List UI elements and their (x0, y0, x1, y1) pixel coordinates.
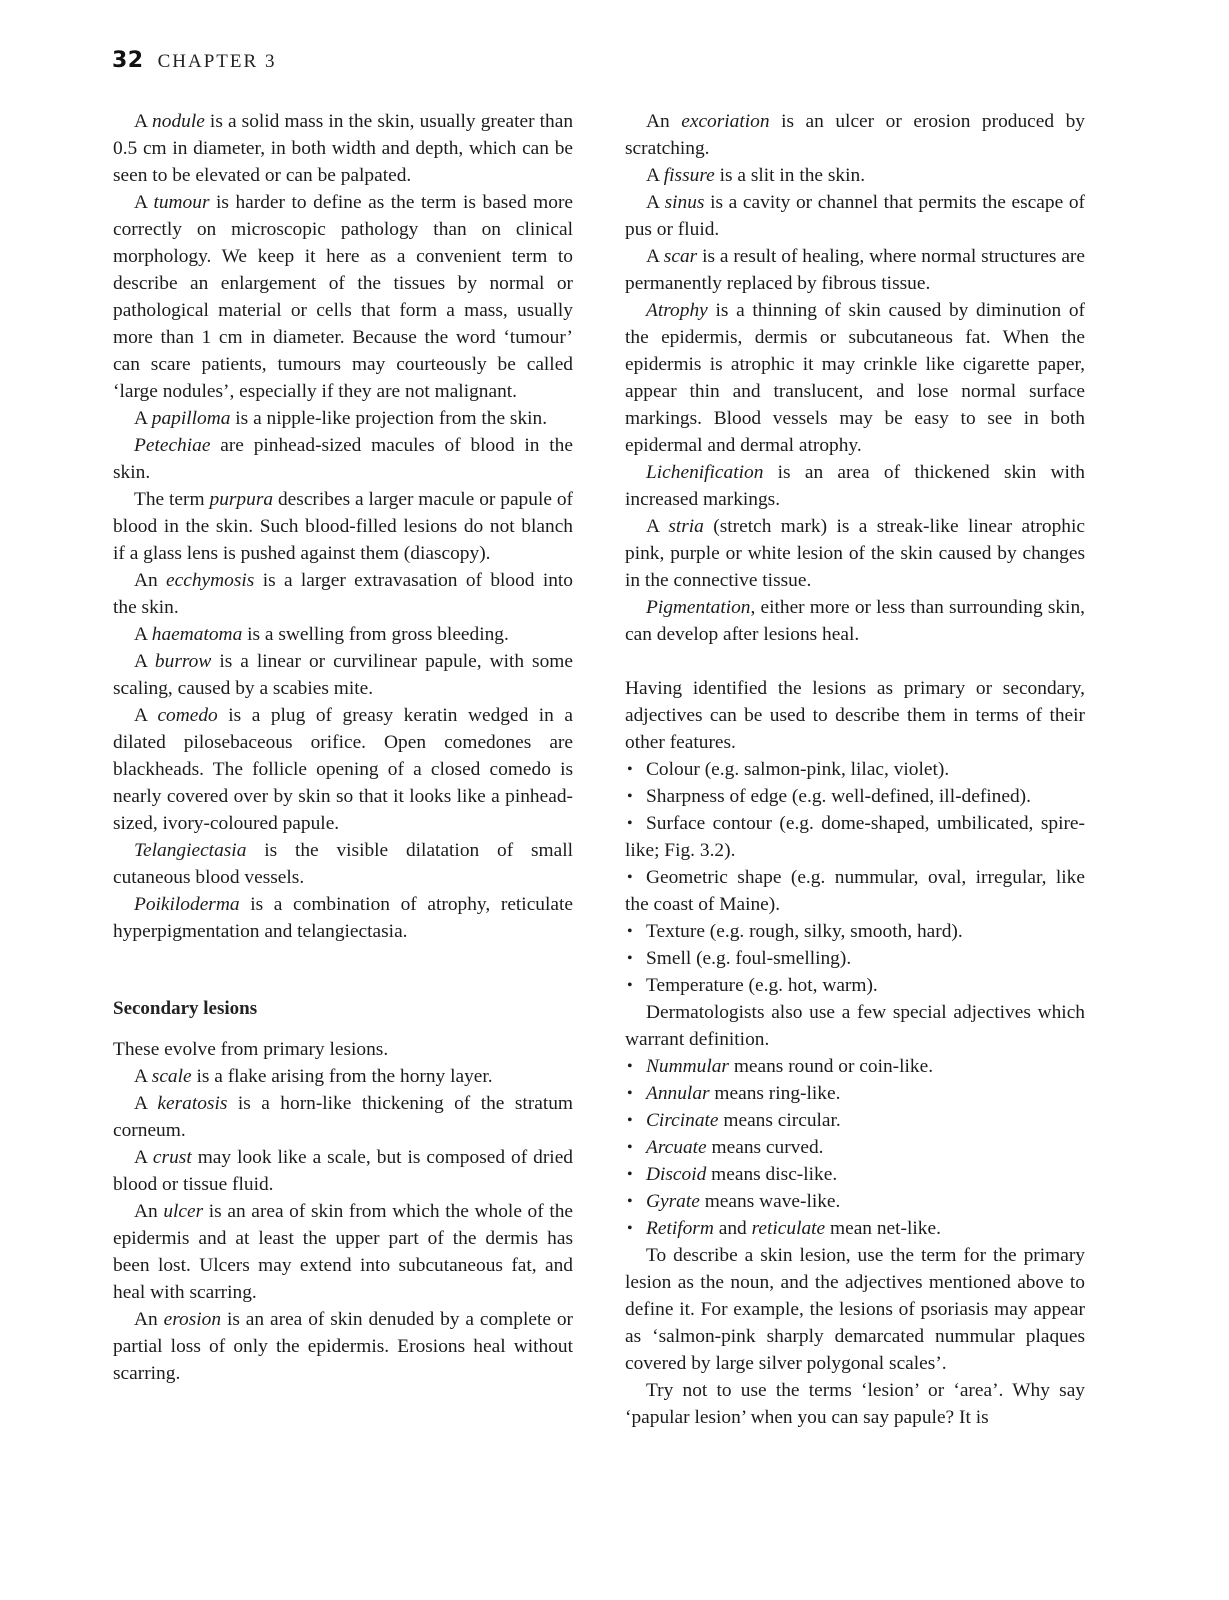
list-item: • Texture (e.g. rough, silky, smooth, hard). (625, 918, 1085, 945)
list-item: • Arcuate means curved. (625, 1134, 1085, 1161)
bullet-icon: • (627, 950, 633, 967)
chapter-label: CHAPTER 3 (157, 51, 277, 72)
list-item: • Annular means ring-like. (625, 1080, 1085, 1107)
definition-poikiloderma: Poikiloderma is a combination of atrophy, reticulate hyperpigmentation and telangiectasia. (113, 894, 573, 942)
list-item: • Gyrate means wave-like. (625, 1188, 1085, 1215)
definition-sinus: A sinus is a cavity or channel that permits the escape of pus or fluid. (625, 192, 1085, 240)
definition-burrow: A burrow is a linear or curvilinear papule, with some scaling, caused by a scabies mite. (113, 651, 573, 699)
definition-papilloma: A papilloma is a nipple-like projection from the skin. (134, 408, 548, 429)
term: ulcer (163, 1201, 204, 1222)
definition-pigmentation: Pigmentation, either more or less than surrounding skin, can develop after lesions heal. (625, 597, 1085, 645)
adjectives-intro: Having identified the lesions as primary or secondary, adjectives can be used to describe them in terms of their other features. (625, 678, 1085, 753)
bullet-icon: • (627, 1058, 633, 1075)
right-column (625, 108, 1085, 1431)
term: fissure (663, 165, 715, 186)
definition-nodule: A nodule is a solid mass in the skin, usually greater than 0.5 cm in diameter, in both width and depth, which can be seen to be elevated or can be palpated. (113, 111, 574, 186)
list-item: • Colour (e.g. salmon-pink, lilac, violet). (625, 756, 1085, 783)
definition-crust: A crust may look like a scale, but is composed of dried blood or tissue fluid. (113, 1147, 574, 1195)
bullet-icon: • (627, 761, 633, 778)
definition-atrophy: Atrophy is a thinning of skin caused by diminution of the epidermis, dermis or subcutaneous fat. When the epidermis is atrophic it may crinkle like cigarette paper, appear thin and translucent, and lose normal surface markings. Blood vessels may be easy to see in both epidermal and dermal atrophy. (625, 300, 1085, 456)
definition-keratosis: A keratosis is a horn-like thickening of the stratum corneum. (113, 1093, 574, 1141)
definition-purpura: The term purpura describes a larger macule or papule of blood in the skin. Such blood-filled lesions do not blanch if a glass lens is pushed against them (diascopy). (113, 489, 573, 564)
term: Petechiae (134, 435, 211, 456)
bullet-icon: • (627, 923, 633, 940)
list-item: • Temperature (e.g. hot, warm). (625, 972, 1085, 999)
term: ecchymosis (166, 570, 255, 591)
left-column (113, 108, 573, 1387)
bullet-icon: • (627, 1112, 633, 1129)
definition-comedo: A comedo is a plug of greasy keratin wedged in a dilated pilosebaceous orifice. Open comedones are blackheads. The follicle opening of a closed comedo is nearly covered over by skin so that it looks like a pinhead-sized, ivory-coloured papule. (113, 705, 573, 834)
list-item: • Geometric shape (e.g. nummular, oval, irregular, like the coast of Maine). (625, 864, 1085, 918)
term: stria (668, 516, 704, 537)
special-adjectives-intro: Dermatologists also use a few special adjectives which warrant definition. (625, 1002, 1085, 1050)
definition-fissure: A fissure is a slit in the skin. (646, 165, 866, 186)
term: haematoma (151, 624, 243, 645)
bullet-icon: • (627, 1166, 633, 1183)
bullet-icon: • (627, 1220, 633, 1237)
term: comedo (157, 705, 218, 726)
closing-paragraph: To describe a skin lesion, use the term for the primary lesion as the noun, and the adjectives mentioned above to define it. For example, the lesions of psoriasis may appear as ‘salmon-pink sharply demarcated nummular plaques covered by large silver polygonal scales’. (625, 1245, 1085, 1374)
term: scar (663, 246, 698, 267)
list-item: • Retiform and reticulate mean net-like. (625, 1215, 1085, 1242)
term: Atrophy (646, 300, 708, 321)
feature-list (625, 756, 1085, 999)
term: Poikiloderma (134, 894, 240, 915)
term: erosion (163, 1309, 222, 1330)
definition-erosion: An erosion is an area of skin denuded by a complete or partial loss of only the epidermis. Erosions heal without scarring. (113, 1309, 574, 1384)
term: Pigmentation (646, 597, 751, 618)
term: purpura (209, 489, 274, 510)
bullet-icon: • (627, 977, 633, 994)
list-item: • Sharpness of edge (e.g. well-defined, ill-defined). (625, 783, 1085, 810)
definition-telangiectasia: Telangiectasia is the visible dilatation of small cutaneous blood vessels. (113, 840, 573, 888)
term: crust (152, 1147, 192, 1168)
bullet-icon: • (627, 1085, 633, 1102)
bullet-icon: • (627, 1139, 633, 1156)
term: tumour (153, 192, 210, 213)
definition-scale: A scale is a flake arising from the horny layer. (134, 1066, 493, 1087)
running-header (112, 48, 276, 80)
section-spacer (113, 945, 573, 981)
page-number: 32 (112, 48, 144, 73)
term: keratosis (157, 1093, 228, 1114)
definition-excoriation: An excoriation is an ulcer or erosion produced by scratching. (625, 111, 1085, 159)
term: excoriation (681, 111, 770, 132)
definition-petechiae: Petechiae are pinhead-sized macules of blood in the skin. (113, 435, 573, 483)
closing-paragraph-continued: Try not to use the terms ‘lesion’ or ‘area’. Why say ‘papular lesion’ when you can say papule? It is (625, 1380, 1085, 1428)
bullet-icon: • (627, 815, 633, 832)
definition-haematoma: A haematoma is a swelling from gross bleeding. (134, 624, 509, 645)
definition-ecchymosis: An ecchymosis is a larger extravasation of blood into the skin. (113, 570, 573, 618)
definition-scar: A scar is a result of healing, where normal structures are permanently replaced by fibrous tissue. (625, 246, 1086, 294)
bullet-icon: • (627, 788, 633, 805)
term: papilloma (151, 408, 231, 429)
term: Telangiectasia (134, 840, 247, 861)
bullet-icon: • (627, 1193, 633, 1210)
definition-ulcer: An ulcer is an area of skin from which the whole of the epidermis and at least the upper part of the dermis has been lost. Ulcers may extend into subcutaneous fat, and heal with scarring. (113, 1201, 574, 1303)
term: Lichenification (646, 462, 764, 483)
section-heading: Secondary lesions (113, 998, 258, 1019)
term: sinus (664, 192, 705, 213)
term: nodule (152, 111, 205, 132)
list-item: • Discoid means disc-like. (625, 1161, 1085, 1188)
section-intro: These evolve from primary lesions. (113, 1039, 389, 1060)
list-item: • Surface contour (e.g. dome-shaped, umbilicated, spire-like; Fig. 3.2). (625, 810, 1085, 864)
list-item: • Nummular means round or coin-like. (625, 1053, 1085, 1080)
bullet-icon: • (627, 869, 633, 886)
paragraph-spacer (625, 648, 1085, 675)
list-item: • Circinate means circular. (625, 1107, 1085, 1134)
definition-tumour: A tumour is harder to define as the term is based more correctly on microscopic pathology than on clinical morphology. We keep it here as a convenient term to describe an enlargement of the tissues by normal or pathological material or cells that form a mass, usually more than 1 cm in diameter. Because the word ‘tumour’ can scare patients, tumours may courteously be called ‘large nodules’, especially if they are not malignant. (113, 192, 574, 402)
definition-lichenification: Lichenification is an area of thickened skin with increased markings. (625, 462, 1085, 510)
definition-stria: A stria (stretch mark) is a streak-like linear atrophic pink, purple or white lesion of the skin caused by changes in the connective tissue. (625, 516, 1085, 591)
term: scale (151, 1066, 192, 1087)
term: burrow (154, 651, 212, 672)
special-adjectives-list (625, 1053, 1085, 1242)
list-item: • Smell (e.g. foul-smelling). (625, 945, 1085, 972)
